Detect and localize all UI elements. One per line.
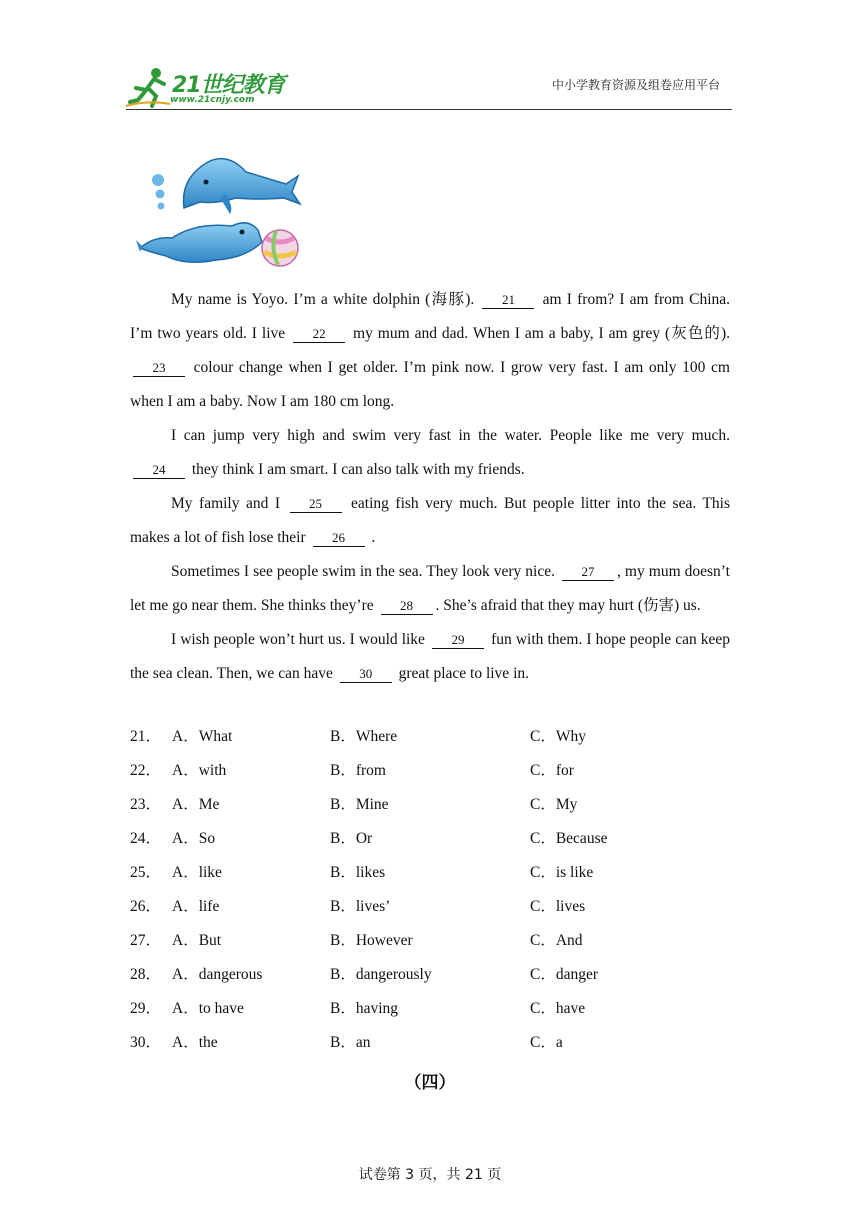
option-c: C．And <box>530 932 583 949</box>
blank-21: 21 <box>482 292 534 309</box>
reading-passage <box>130 283 730 691</box>
page-header <box>126 62 732 110</box>
paragraph-1 <box>130 283 730 419</box>
paragraph-3 <box>130 487 730 555</box>
option-a: A．life <box>172 898 220 915</box>
option-c: C．have <box>530 1000 586 1017</box>
option-a: A．dangerous <box>172 966 263 983</box>
option-b: B．However <box>330 932 413 949</box>
question-options <box>130 720 730 1060</box>
header-divider <box>126 109 732 110</box>
text: my mum and dad. When I am a baby, I am grey (灰色的). <box>353 325 731 342</box>
option-b: B．an <box>330 1034 371 1051</box>
option-a: A．like <box>172 864 222 881</box>
option-c: C．a <box>530 1034 563 1051</box>
runner-icon <box>126 66 172 110</box>
paragraph-2 <box>130 419 730 487</box>
question-row <box>130 1026 730 1060</box>
option-a: A．But <box>172 932 222 949</box>
blank-29: 29 <box>432 632 484 649</box>
question-row <box>130 720 730 754</box>
option-c: C．Why <box>530 728 586 745</box>
text: Sometimes I see people swim in the sea. They look very nice. <box>171 563 555 580</box>
option-b: B．Mine <box>330 796 389 813</box>
option-b: B．dangerously <box>330 966 432 983</box>
text: eating fish very much. But people litter into the sea. This makes a lot of fish lose their <box>130 495 730 546</box>
option-a: A．So <box>172 830 216 847</box>
question-number: 29． <box>130 1000 162 1017</box>
question-row <box>130 856 730 890</box>
section-title: （四） <box>404 1073 456 1093</box>
option-c: C．lives <box>530 898 586 915</box>
option-c: C．Because <box>530 830 608 847</box>
option-c: C．is like <box>530 864 594 881</box>
question-number: 21． <box>130 728 162 745</box>
blank-23: 23 <box>133 360 185 377</box>
text: colour change when I get older. I’m pink now. I grow very fast. I am only 100 cm when I am a baby. Now I am 180 cm long. <box>130 359 730 410</box>
question-number: 25． <box>130 864 162 881</box>
question-number: 23． <box>130 796 162 813</box>
question-number: 28． <box>130 966 162 983</box>
platform-name: 中小学教育资源及组卷应用平台 <box>551 78 720 92</box>
option-c: C．for <box>530 762 574 779</box>
text: am I from? I am from China. I’m two years old. I live <box>130 291 731 342</box>
option-a: A．Me <box>172 796 220 813</box>
text: I can jump very high and swim very fast in the water. People like me very much. <box>171 427 730 444</box>
option-a: A．the <box>172 1034 218 1051</box>
question-row <box>130 958 730 992</box>
option-b: B．Or <box>330 830 373 847</box>
question-row <box>130 822 730 856</box>
blank-30: 30 <box>340 666 392 683</box>
site-logo <box>126 66 286 110</box>
blank-28: 28 <box>381 598 433 615</box>
text: they think I am smart. I can also talk with my friends. <box>191 461 525 478</box>
question-number: 24． <box>130 830 162 847</box>
text: . <box>371 529 376 546</box>
option-c: C．My <box>530 796 578 813</box>
option-b: B．likes <box>330 864 386 881</box>
question-row <box>130 992 730 1026</box>
question-number: 30． <box>130 1034 162 1051</box>
option-a: A．with <box>172 762 227 779</box>
blank-24: 24 <box>133 462 185 479</box>
question-row <box>130 924 730 958</box>
question-row <box>130 890 730 924</box>
text: My family and I <box>171 495 281 512</box>
option-b: B．lives’ <box>330 898 391 915</box>
page-footer: 试卷第 3 页，共 21 页 <box>358 1167 502 1183</box>
paragraph-5 <box>130 623 730 691</box>
option-b: B．having <box>330 1000 399 1017</box>
text: I wish people won’t hurt us. I would like <box>171 631 425 648</box>
blank-26: 26 <box>313 530 365 547</box>
question-row <box>130 754 730 788</box>
blank-25: 25 <box>290 496 342 513</box>
question-number: 26． <box>130 898 162 915</box>
text: , my mum doesn’t let me go near them. She thinks they’re <box>130 563 730 614</box>
text: . She’s afraid that they may hurt (伤害) us. <box>435 597 701 614</box>
logo-url: www.21cnjy.com <box>170 95 255 105</box>
option-a: A．What <box>172 728 233 745</box>
question-row <box>130 788 730 822</box>
text: great place to live in. <box>398 665 529 682</box>
paragraph-4 <box>130 555 730 623</box>
blank-22: 22 <box>293 326 345 343</box>
text: fun with them. I hope people can keep the sea clean. Then, we can have <box>130 631 731 682</box>
option-c: C．danger <box>530 966 599 983</box>
dolphins-with-ball-icon <box>136 148 306 276</box>
text: My name is Yoyo. I’m a white dolphin (海豚). <box>171 291 475 308</box>
option-b: B．from <box>330 762 386 779</box>
logo-text: 21世纪教育 <box>172 73 285 98</box>
option-a: A．to have <box>172 1000 244 1017</box>
option-b: B．Where <box>330 728 398 745</box>
question-number: 27． <box>130 932 162 949</box>
blank-27: 27 <box>562 564 614 581</box>
question-number: 22． <box>130 762 162 779</box>
